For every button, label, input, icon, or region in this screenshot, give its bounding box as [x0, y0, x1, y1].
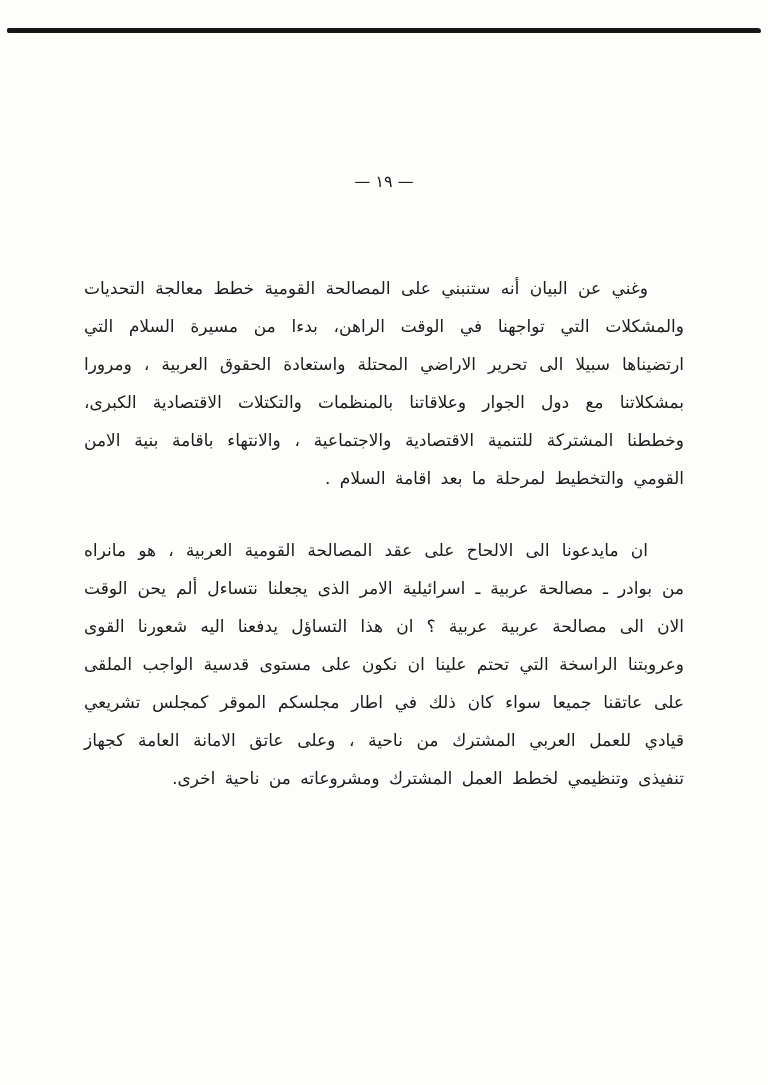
paragraph-call-for-reconciliation: ان مايدعونا الى الالحاح على عقد المصالحة القومية العربية ، هو مانراه من بوادر ـ مصالحة عربية ـ اسرائيلية الامر الذى يجعلنا نتساءل ألم يحن الوقت الان الى مصالحة عربية عربية ؟ ان هذا التساؤل يدفعنا اليه شعورنا القوى وعروبتنا الراسخة التي تحتم علينا ان نكون على مستوى قدسية الواجب الملقى على عاتقنا جميعا سواء كان ذلك في اطار مجلسكم الموقر كمجلس تشريعي قيادي للعمل العربي المشترك من ناحية ، وعلى عاتق الامانة العامة كجهاز تنفيذى وتنظيمي لخطط العمل المشترك ومشروعاته من ناحية اخرى. [84, 541, 684, 789]
page-number: — ١٩ — [354, 172, 414, 191]
body-text [84, 270, 684, 798]
paragraph-reconciliation-plans: وغني عن البيان أنه ستنبني على المصالحة القومية خطط معالجة التحديات والمشكلات التي تواجهنا في الوقت الراهن، بدءا من مسيرة السلام التي ارتضيناها سبيلا الى تحرير الاراضي المحتلة واستعادة الحقوق العربية ، ومرورا بمشكلاتنا مع دول الجوار وعلاقاتنا بالمنظمات والتكتلات الاقتصادية الكبرى، وخططنا المشتركة للتنمية الاقتصادية والاجتماعية ، والانتهاء باقامة بنية الامن القومي والتخطيط لمرحلة ما بعد اقامة السلام . [84, 279, 684, 489]
scan-artifact-line [7, 28, 761, 33]
